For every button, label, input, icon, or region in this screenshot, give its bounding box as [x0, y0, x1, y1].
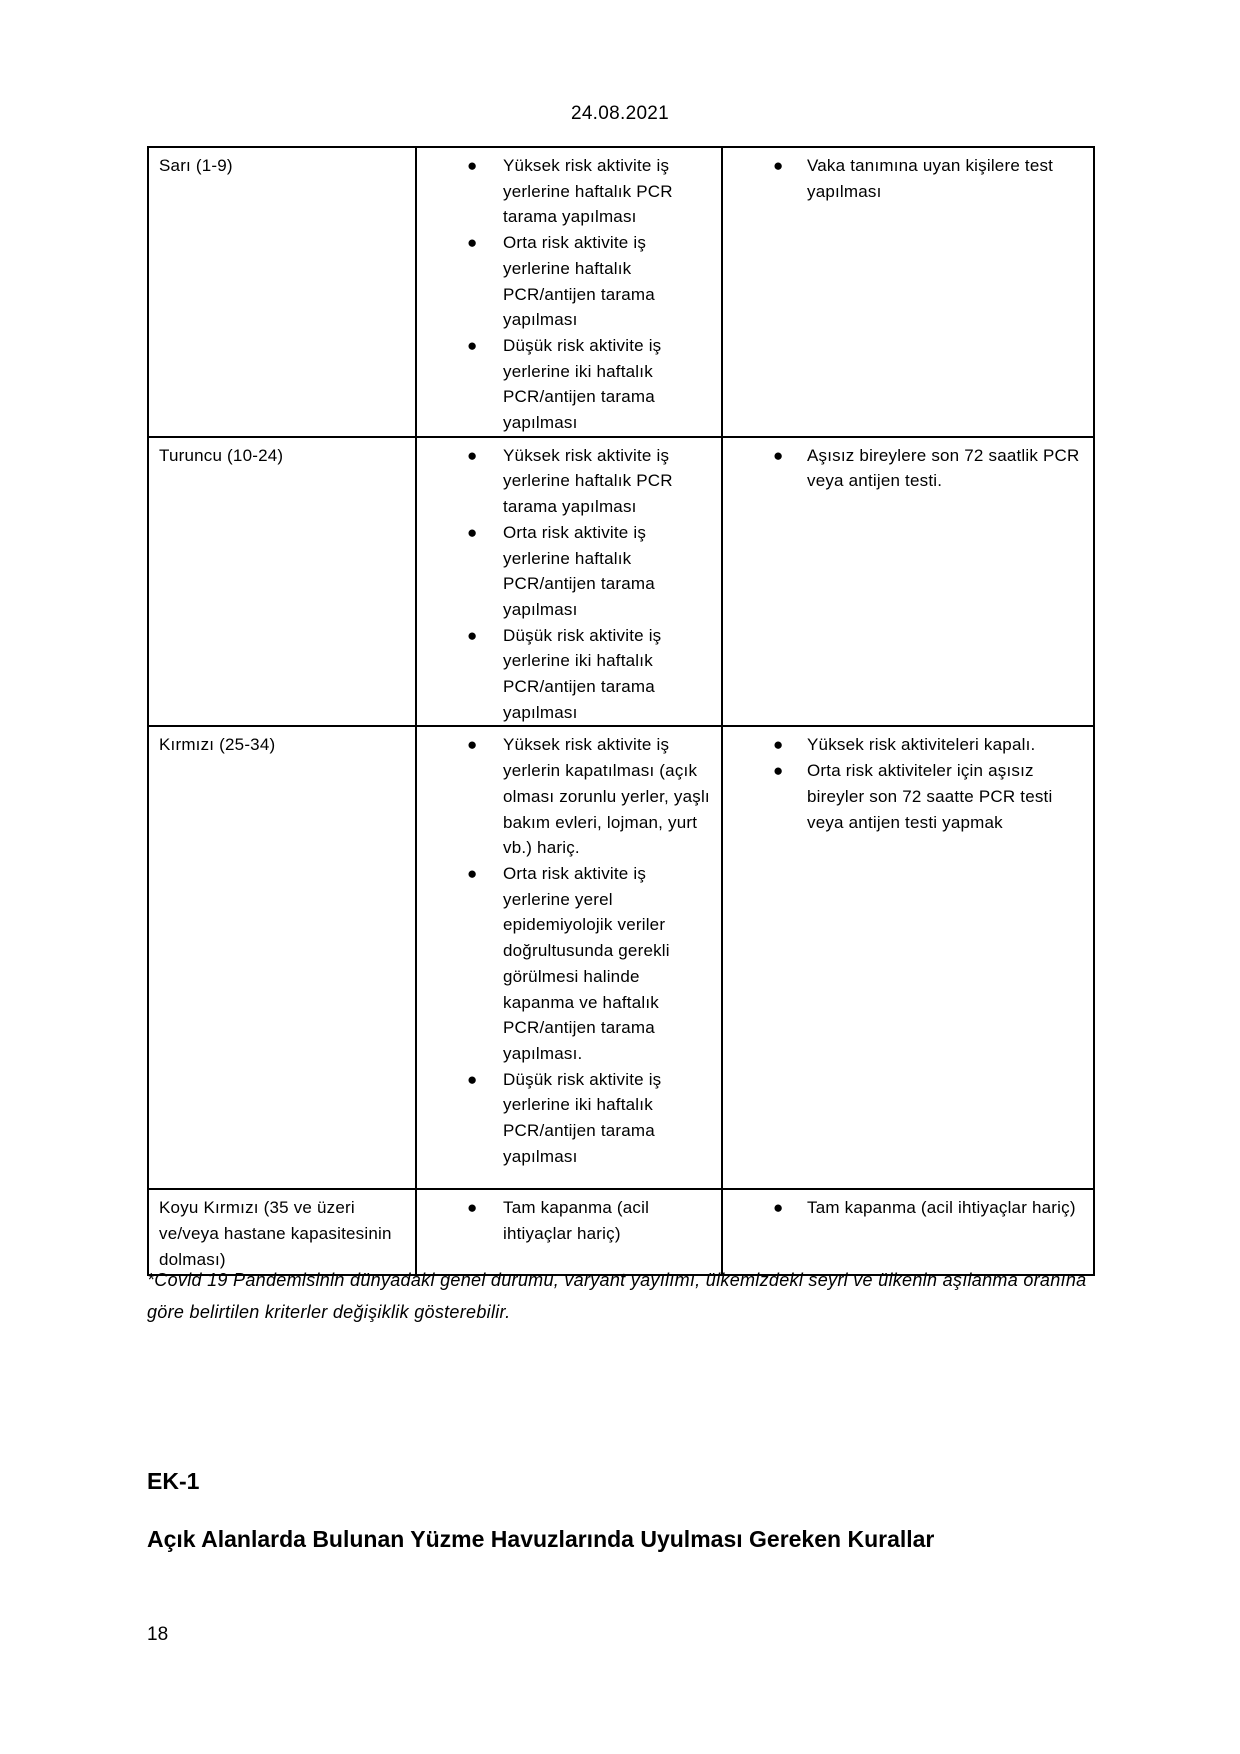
- risk-level-cell: Sarı (1-9): [148, 147, 416, 437]
- risk-level-cell: Turuncu (10-24): [148, 437, 416, 727]
- bullet-icon: ●: [467, 233, 478, 253]
- list-item: ● Aşısız bireylere son 72 saatlik PCR veya antijen testi.: [733, 443, 1083, 494]
- bullet-icon: ●: [467, 1198, 478, 1218]
- bullet-icon: ●: [467, 625, 478, 645]
- risk-level-cell: Koyu Kırmızı (35 ve üzeri ve/veya hastane kapasitesinin dolması): [148, 1189, 416, 1275]
- general-measures-cell: [722, 1189, 1094, 1275]
- table-row: [148, 726, 1094, 1189]
- general-measures-cell: [722, 437, 1094, 727]
- list-item: ● Düşük risk aktivite iş yerlerine iki haftalık PCR/antijen tarama yapılması: [427, 623, 711, 726]
- risk-level-table: [147, 146, 1095, 1276]
- bullet-icon: ●: [467, 522, 478, 542]
- bullet-icon: ●: [467, 1069, 478, 1089]
- bullet-icon: ●: [467, 863, 478, 883]
- table-row: [148, 437, 1094, 727]
- general-measures-cell: [722, 726, 1094, 1189]
- list-item: ● Orta risk aktivite iş yerlerine haftalık PCR/antijen tarama yapılması: [427, 230, 711, 333]
- list-item: ● Yüksek risk aktivite iş yerlerin kapatılması (açık olması zorunlu yerler, yaşlı bakım evleri, lojman, yurt vb.) hariç.: [427, 732, 711, 861]
- bullet-icon: ●: [773, 735, 784, 755]
- workplace-measures-cell: [416, 1189, 722, 1275]
- footnote: *Covid 19 Pandemisinin dünyadaki genel durumu, varyant yayılımı, ülkemizdeki seyri ve ülkenin aşılanma oranına göre belirtilen kriterler değişiklik gösterebilir.: [147, 1270, 1087, 1322]
- bullet-icon: ●: [467, 445, 478, 465]
- list-item: ● Tam kapanma (acil ihtiyaçlar hariç): [733, 1195, 1083, 1221]
- list-item: ● Düşük risk aktivite iş yerlerine iki haftalık PCR/antijen tarama yapılması: [427, 333, 711, 436]
- list-item: ● Yüksek risk aktivite iş yerlerine haftalık PCR tarama yapılması: [427, 443, 711, 520]
- list-item: ● Düşük risk aktivite iş yerlerine iki haftalık PCR/antijen tarama yapılması: [427, 1067, 711, 1170]
- bullet-icon: ●: [773, 156, 784, 175]
- bullet-icon: ●: [773, 1198, 784, 1218]
- bullet-icon: ●: [467, 735, 478, 755]
- list-item: ● Vaka tanımına uyan kişilere test yapılması: [733, 153, 1083, 204]
- bullet-icon: ●: [467, 156, 478, 175]
- list-item: ● Orta risk aktiviteler için aşısız bireyler son 72 saatte PCR testi veya antijen testi yapmak: [733, 758, 1083, 835]
- list-item: ● Orta risk aktivite iş yerlerine haftalık PCR/antijen tarama yapılması: [427, 520, 711, 623]
- workplace-measures-cell: [416, 726, 722, 1189]
- risk-level-cell: Kırmızı (25-34): [148, 726, 416, 1189]
- general-measures-cell: [722, 147, 1094, 437]
- table-row: [148, 147, 1094, 437]
- bullet-icon: ●: [773, 761, 784, 781]
- list-item: ● Yüksek risk aktiviteleri kapalı.: [733, 732, 1083, 758]
- bullet-icon: ●: [773, 445, 784, 465]
- list-item: ● Tam kapanma (acil ihtiyaçlar hariç): [427, 1195, 711, 1246]
- workplace-measures-cell: [416, 147, 722, 437]
- document-date: 24.08.2021: [570, 103, 670, 124]
- bullet-icon: ●: [467, 335, 478, 355]
- table-row: [148, 1189, 1094, 1275]
- annex-label: EK-1: [147, 1468, 200, 1494]
- list-item: ● Orta risk aktivite iş yerlerine yerel epidemiyolojik veriler doğrultusunda gerekli görülmesi halinde kapanma ve haftalık PCR/antijen tarama yapılması.: [427, 861, 711, 1067]
- workplace-measures-cell: [416, 437, 722, 727]
- page-number: 18: [147, 1624, 169, 1645]
- annex-title: Açık Alanlarda Bulunan Yüzme Havuzlarında Uyulması Gereken Kurallar: [147, 1526, 935, 1552]
- list-item: ● Yüksek risk aktivite iş yerlerine haftalık PCR tarama yapılması: [427, 153, 711, 230]
